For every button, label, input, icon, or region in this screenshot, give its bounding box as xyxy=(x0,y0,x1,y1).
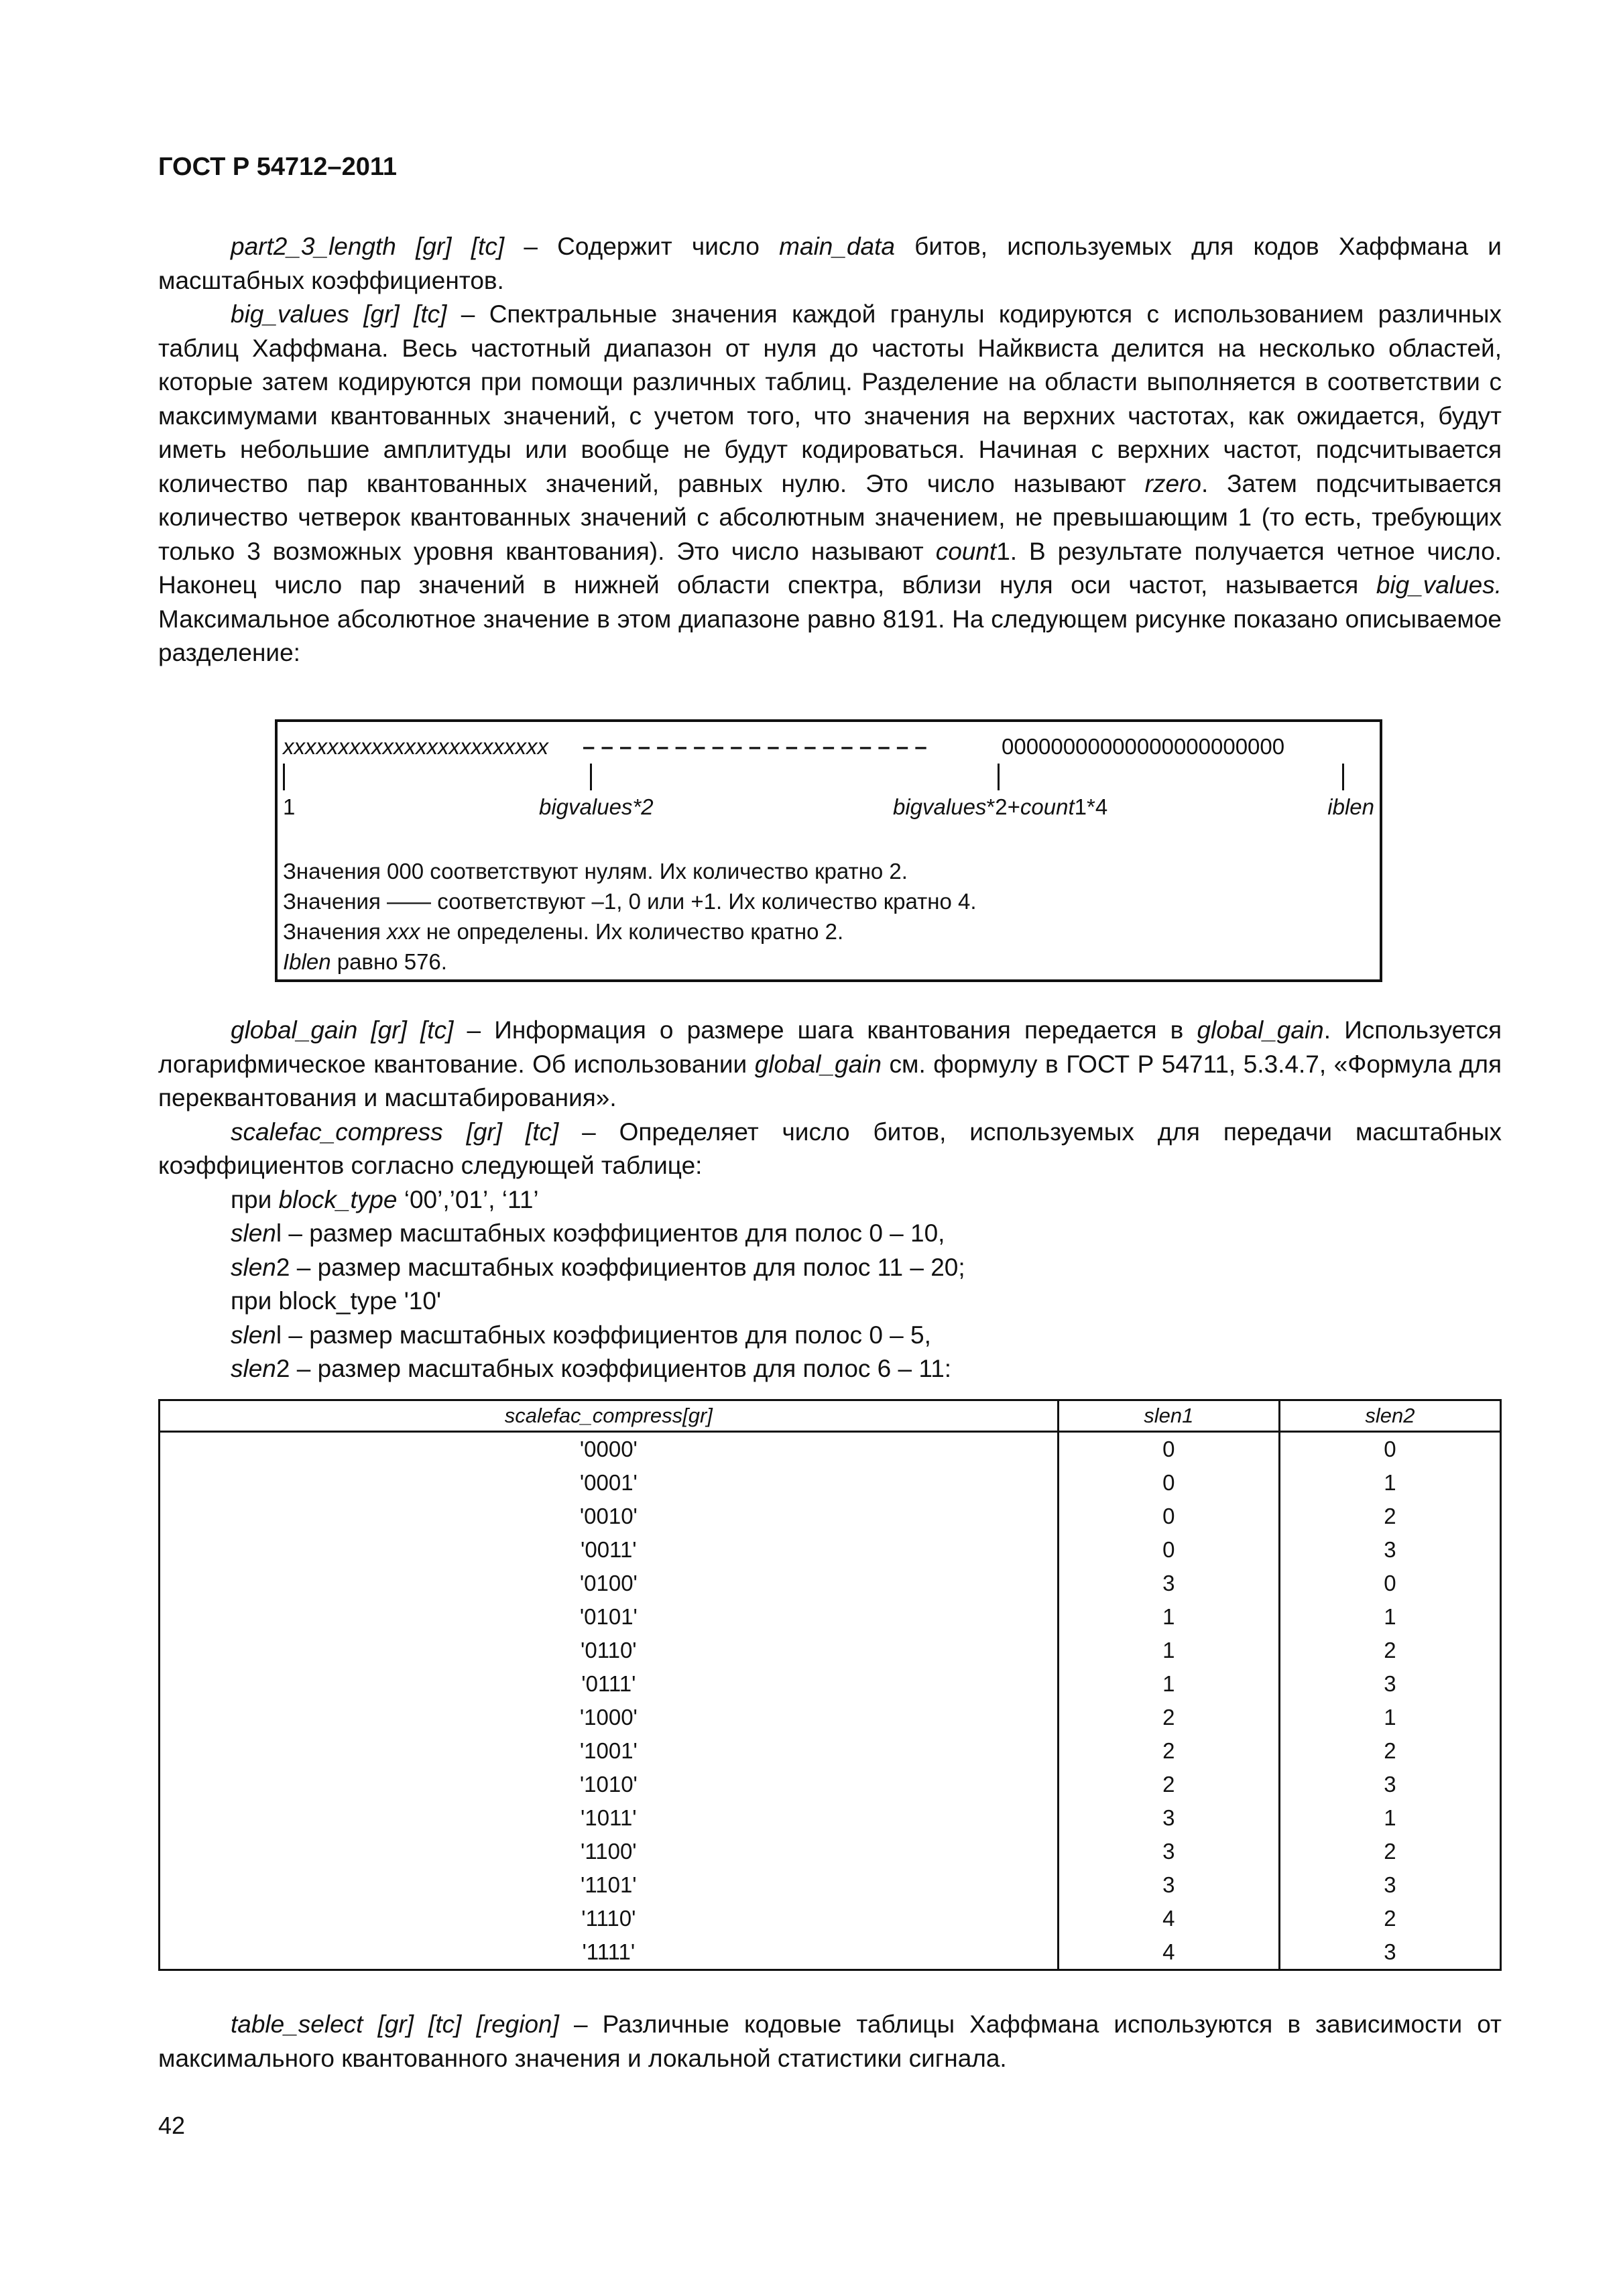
text-run: – Содержит число xyxy=(504,233,780,260)
table-row xyxy=(160,1835,1501,1868)
figure-note xyxy=(283,886,977,916)
text-run: битов, используемых для кодов Хаффмана и масштабных коэффициентов. xyxy=(158,233,1502,294)
text-line xyxy=(158,1217,1502,1251)
table-row xyxy=(160,1935,1501,1970)
table-cell: 3 xyxy=(1058,1868,1279,1902)
italic-term: part2_3_length [gr] [tc] xyxy=(231,233,505,260)
table-row xyxy=(160,1600,1501,1634)
italic-term: slen xyxy=(231,1219,276,1247)
table-row xyxy=(160,1634,1501,1667)
table-cell: 1 xyxy=(1279,1801,1500,1835)
table-cell: '0101' xyxy=(160,1600,1059,1634)
table-cell: 3 xyxy=(1279,1533,1500,1567)
table-cell: '0110' xyxy=(160,1634,1059,1667)
col-header: slen1 xyxy=(1058,1400,1279,1432)
table-cell: 1 xyxy=(1058,1667,1279,1701)
italic-term: xxx xyxy=(387,919,420,944)
table-row xyxy=(160,1432,1501,1467)
table-cell: 2 xyxy=(1279,1634,1500,1667)
text-run: Значения 000 соответствуют нулям. Их количество кратно 2. xyxy=(283,859,908,884)
table-cell: '1110' xyxy=(160,1902,1059,1935)
text-run: ‘00’,’01’, ‘11’ xyxy=(397,1185,539,1213)
table-row xyxy=(160,1567,1501,1600)
table-cell: 3 xyxy=(1058,1567,1279,1600)
table-cell: 2 xyxy=(1279,1734,1500,1768)
figure-tick xyxy=(1342,764,1344,790)
italic-term: Iblen xyxy=(283,949,331,974)
figure-note xyxy=(283,916,977,947)
table-cell: 0 xyxy=(1058,1466,1279,1500)
text-run: Значения —— соответствуют –1, 0 или +1. Их количество кратно 4. xyxy=(283,889,977,914)
table-cell: '1100' xyxy=(160,1835,1059,1868)
table-cell: 2 xyxy=(1058,1701,1279,1734)
italic-term: slen xyxy=(231,1253,276,1281)
italic-term: big_values [gr] [tc] xyxy=(231,300,447,328)
table-row xyxy=(160,1533,1501,1567)
paragraph xyxy=(158,230,1502,298)
italic-term: scalefac_compress [gr] [tc] xyxy=(231,1117,559,1146)
table-row xyxy=(160,1500,1501,1533)
table-cell: 1 xyxy=(1058,1600,1279,1634)
text-run: l – размер масштабных коэффициентов для полос 0 – 10, xyxy=(276,1219,945,1247)
table-cell: '0001' xyxy=(160,1466,1059,1500)
col-header: slen2 xyxy=(1279,1400,1500,1432)
italic-term: big_values. xyxy=(1376,571,1502,599)
table-cell: '0100' xyxy=(160,1567,1059,1600)
page-number: 42 xyxy=(158,2112,186,2139)
partition-figure xyxy=(275,719,1382,982)
table-row xyxy=(160,1466,1501,1500)
table-cell: 0 xyxy=(1279,1432,1500,1467)
figure-label-start: 1 xyxy=(283,794,296,819)
table-cell: 1 xyxy=(1058,1634,1279,1667)
table-cell: '0010' xyxy=(160,1500,1059,1533)
text-run: l – размер масштабных коэффициентов для полос 0 – 5, xyxy=(276,1321,931,1349)
italic-term: table_select [gr] [tc] [region] xyxy=(231,2010,559,2038)
text-run: – Различные кодовые таблицы Хаффмана используются в зависимости от максимального квантованного значения и локальной статистики сигнала. xyxy=(158,2010,1502,2072)
figure-tick xyxy=(283,764,285,790)
text-run: . Используется логарифмическое квантование. Об использовании xyxy=(158,1016,1502,1078)
scalefac-table xyxy=(158,1399,1502,1971)
table-cell: 3 xyxy=(1279,1768,1500,1801)
text-run: Максимальное абсолютное значение в этом диапазоне равно 8191. На следующем рисунке показано описываемое разделение: xyxy=(158,605,1502,666)
table-row xyxy=(160,1801,1501,1835)
table-cell: 0 xyxy=(1058,1500,1279,1533)
text-run: 2 – размер масштабных коэффициентов для полос 6 – 11: xyxy=(276,1355,952,1382)
col-header: scalefac_compress[gr] xyxy=(160,1400,1059,1432)
paragraph xyxy=(158,298,1502,670)
text-run: не определены. Их количество кратно 2. xyxy=(420,919,844,944)
figure-label-iblen: iblen xyxy=(1327,794,1374,819)
table-cell: 3 xyxy=(1058,1801,1279,1835)
table-row xyxy=(160,1734,1501,1768)
table-cell: '0000' xyxy=(160,1432,1059,1467)
figure-note xyxy=(283,856,977,886)
text-run: Значения xyxy=(283,919,387,944)
table-cell: 1 xyxy=(1279,1600,1500,1634)
table-cell: 3 xyxy=(1279,1935,1500,1970)
italic-term: global_gain [gr] [tc] xyxy=(231,1016,454,1044)
figure-xxx: xxxxxxxxxxxxxxxxxxxxxxxx xyxy=(283,734,548,759)
table-cell: 3 xyxy=(1279,1868,1500,1902)
table-cell: '0111' xyxy=(160,1667,1059,1701)
text-line xyxy=(158,1251,1502,1285)
paragraph xyxy=(158,1014,1502,1115)
table-cell: '1000' xyxy=(160,1701,1059,1734)
table-cell: 0 xyxy=(1058,1432,1279,1467)
text-run: – Спектральные значения каждой гранулы кодируются с использованием различных таблиц Хаффмана. Весь частотный диапазон от нуля до частоты Найквиста делится на несколько областей, которые затем кодируются при помощи различных таблиц. Разделение на области выполняется в соответствии с максимумами квантованных значений, с учетом того, что значения на верхних частотах, как ожидается, будут иметь небольшие амплитуды или вообще не будут кодироваться. Начиная с верхних частот, подсчитывается количество пар квантованных значений, равных нулю. Это число называют xyxy=(158,300,1502,497)
text-block-mid xyxy=(158,1014,1502,1386)
italic-term: block_type xyxy=(278,1185,398,1213)
block-type-lines xyxy=(158,1183,1502,1386)
figure-label-mid: bigvalues*2+count1*4 xyxy=(893,794,1108,819)
text-run: . Затем подсчитывается количество четверок квантованных значений с абсолютным значением, не превышающим 1 (то есть, требующих только 3 возможных уровня квантования). Это число называют xyxy=(158,469,1502,565)
text-line xyxy=(158,1352,1502,1386)
table-cell: 2 xyxy=(1279,1500,1500,1533)
italic-term: slen xyxy=(231,1355,276,1382)
table-cell: '1011' xyxy=(160,1801,1059,1835)
table-cell: '1001' xyxy=(160,1734,1059,1768)
table-row xyxy=(160,1868,1501,1902)
text-line xyxy=(158,1183,1502,1217)
table-cell: 0 xyxy=(1279,1567,1500,1600)
table-cell: 2 xyxy=(1279,1835,1500,1868)
table-cell: 3 xyxy=(1058,1835,1279,1868)
text-run: при block_type '10' xyxy=(231,1287,442,1315)
table-cell: 4 xyxy=(1058,1902,1279,1935)
table-cell: 2 xyxy=(1279,1902,1500,1935)
italic-term: main_data xyxy=(779,233,895,260)
italic-term: global_gain xyxy=(1197,1016,1324,1044)
italic-term: slen xyxy=(231,1321,276,1349)
table-cell: 3 xyxy=(1279,1667,1500,1701)
figure-note xyxy=(283,947,977,977)
table-cell: 1 xyxy=(1279,1466,1500,1500)
table-cell: 0 xyxy=(1058,1533,1279,1567)
text-run: 1. В результате получается четное число. Наконец число пар значений в нижней области спектра, вблизи нуля оси частот, называется xyxy=(158,537,1502,599)
figure-dashes: – – – – – – – – – – – – – – – – – – – xyxy=(583,734,927,759)
italic-term: rzero xyxy=(1144,469,1201,497)
text-line xyxy=(158,1284,1502,1319)
table-cell: 2 xyxy=(1058,1768,1279,1801)
text-run: 2 – размер масштабных коэффициентов для полос 11 – 20; xyxy=(276,1253,965,1281)
figure-notes xyxy=(283,856,977,977)
table-cell: 4 xyxy=(1058,1935,1279,1970)
text-line xyxy=(158,1319,1502,1353)
italic-term: global_gain xyxy=(754,1050,882,1078)
table-cell: '0011' xyxy=(160,1533,1059,1567)
figure-tick xyxy=(998,764,1000,790)
document-header: ГОСТ Р 54712–2011 xyxy=(158,153,398,181)
figure-tick xyxy=(590,764,592,790)
figure-label-bigvalues: bigvalues*2 xyxy=(539,794,654,819)
table-row xyxy=(160,1701,1501,1734)
text-run: см. формулу в ГОСТ Р 54711, 5.3.4.7, «Формула для переквантования и масштабирования». xyxy=(158,1050,1502,1111)
table-cell: '1010' xyxy=(160,1768,1059,1801)
paragraph xyxy=(158,1115,1502,1183)
text-run: при xyxy=(231,1185,279,1213)
italic-term: count xyxy=(935,537,997,565)
figure-zeros: 00000000000000000000000 xyxy=(1002,734,1285,759)
text-run: – Определяет число битов, используемых для передачи масштабных коэффициентов согласно следующей таблице: xyxy=(158,1117,1502,1179)
table-cell: '1111' xyxy=(160,1935,1059,1970)
paragraph xyxy=(158,2008,1502,2075)
table-cell: 1 xyxy=(1279,1701,1500,1734)
mid-paragraphs xyxy=(158,1014,1502,1183)
table-row xyxy=(160,1667,1501,1701)
table-cell: 2 xyxy=(1058,1734,1279,1768)
table-row xyxy=(160,1902,1501,1935)
text-run: равно 576. xyxy=(330,949,447,974)
table-header-row xyxy=(160,1400,1501,1432)
table-cell: '1101' xyxy=(160,1868,1059,1902)
text-run: – Информация о размере шага квантования передается в xyxy=(453,1016,1197,1044)
table-row xyxy=(160,1768,1501,1801)
text-block-bottom xyxy=(158,2008,1502,2075)
text-block-top xyxy=(158,230,1502,670)
